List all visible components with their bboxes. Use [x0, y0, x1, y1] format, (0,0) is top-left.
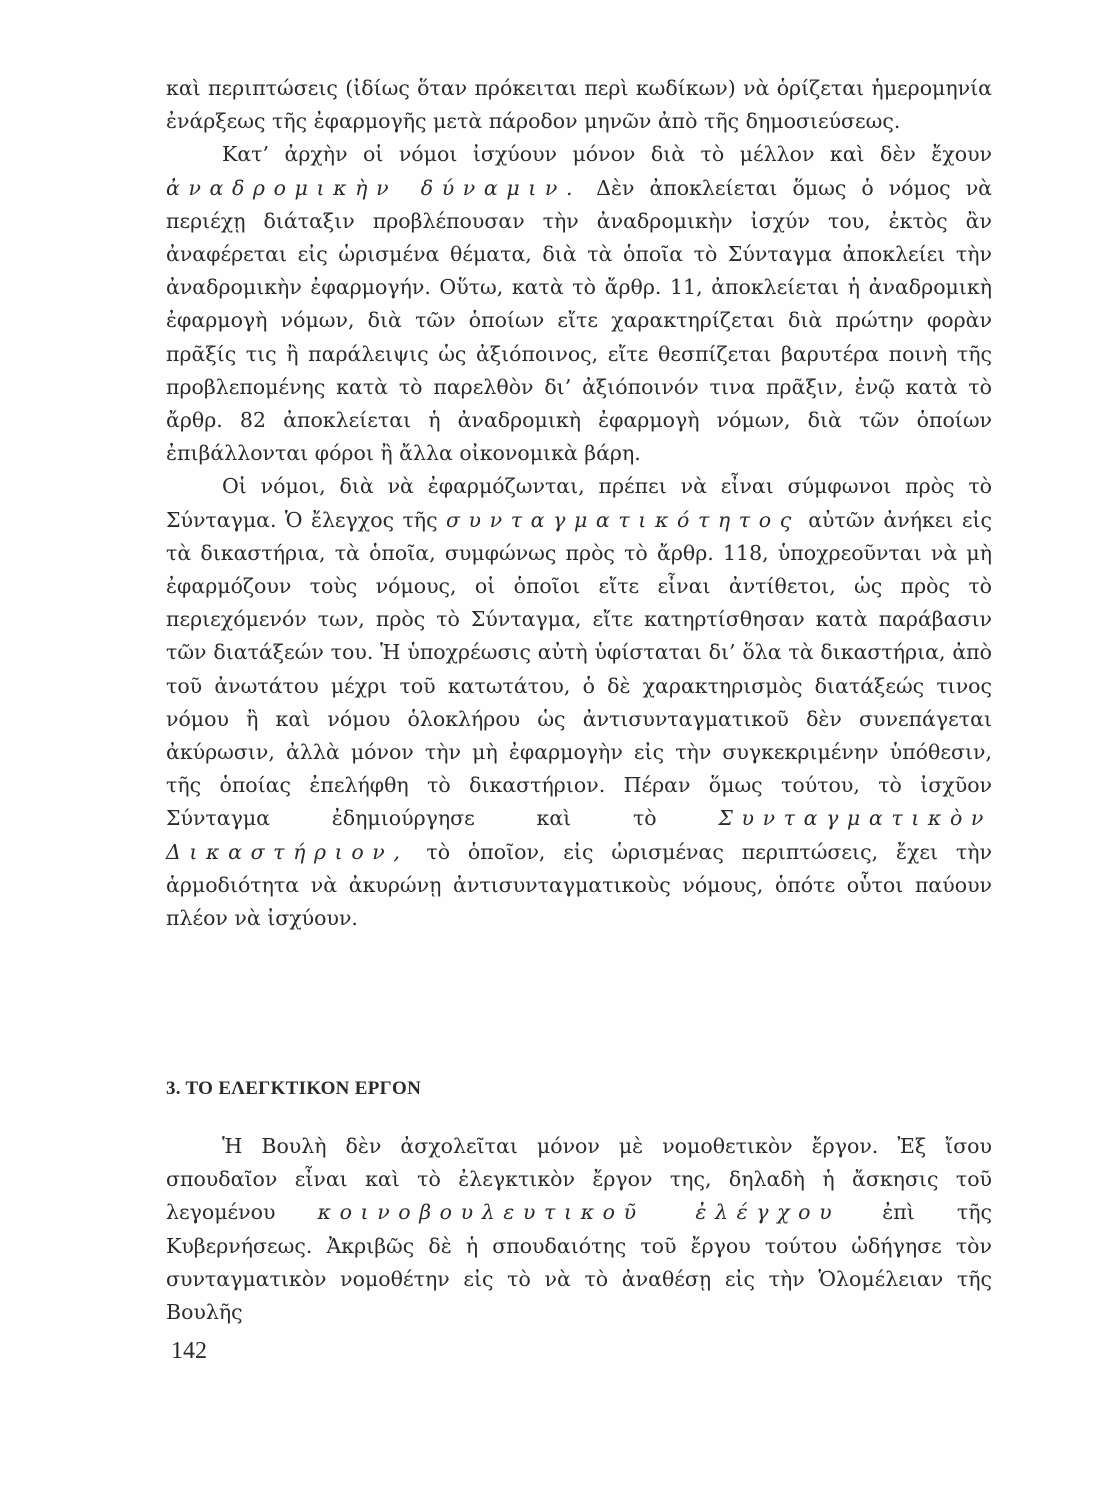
paragraph-oversight — [166, 1130, 992, 1329]
emphasized-term: ἀναδρομικὴν δύναμιν. — [166, 175, 582, 200]
paragraph-text: αὐτῶν ἀνήκει εἰς τὰ δικαστήρια, τὰ ὁποῖα, συμφώνως πρὸς τὸ ἄρθρ. 118, ὑποχρεοῦνται νὰ μὴ ἐφαρμόζουν τοὺς νόμους, οἱ ὁποῖοι εἴτε εἶναι ἀντίθετοι, ὡς πρὸς τὸ περιεχόμενόν των, πρὸς τὸ Σύνταγμα, εἴτε κατηρτίσθησαν κατὰ παράβασιν τῶν διατάξεών του. Ἡ ὑποχρέωσις αὐτὴ ὑφίσταται δι’ ὅλα τὰ δικαστήρια, ἀπὸ τοῦ ἀνωτάτου μέχρι τοῦ κατωτάτου, ὁ δὲ χαρακτηρισμὸς διατάξεώς τινος νόμου ἢ καὶ νόμου ὁλοκλήρου ὡς ἀντισυνταγματικοῦ δὲν συνεπάγεται ἀκύρωσιν, ἀλλὰ μόνον τὴν μὴ ἐφαρμογὴν εἰς τὴν συγκεκριμένην ὑπόθεσιν, τῆς ὁποίας ἐπελήφθη τὸ δικαστήριον. Πέραν ὅμως τούτου, τὸ ἰσχῦον Σύνταγμα ἐδημιούργησε καὶ τὸ — [166, 507, 993, 831]
paragraph-continuation: καὶ περιπτώσεις (ἰδίως ὅταν πρόκειται περὶ κωδίκων) νὰ ὁρίζεται ἡμερομηνία ἐνάρξεως τῆς ἐφαρμογῆς μετὰ πάροδον μηνῶν ἀπὸ τῆς δημοσιεύσεως. — [166, 76, 992, 134]
paragraph-text: Οἱ νόμοι, διὰ νὰ ἐφαρμόζωνται, πρέπει νὰ εἶναι σύμφωνοι πρὸς τὸ Σύνταγμα. Ὁ ἔλεγχος τῆς — [166, 474, 992, 532]
paragraph-text: τὸ ὁποῖον, εἰς ὡρισμένας περιπτώσεις, ἔχει τὴν ἁρμοδιότητα νὰ ἀκυρώνῃ ἀντισυνταγματικοὺς νόμους, ὁπότε οὗτοι παύουν πλέον νὰ ἰσχύουν. — [166, 839, 992, 931]
paragraph-text: Δὲν ἀποκλείεται ὅμως ὁ νόμος νὰ περιέχῃ διάταξιν προβλέπουσαν τὴν ἀναδρομικὴν ἰσχύν του, ἐκτὸς ἂν ἀναφέρεται εἰς ὡρισμένα θέματα, διὰ τὰ ὁποῖα τὸ Σύνταγμα ἀποκλείει τὴν ἀναδρομικὴν ἐφαρμογήν. Οὕτω, κατὰ τὸ ἄρθρ. 11, ἀποκλείεται ἡ ἀναδρομικὴ ἐφαρμογὴ νόμων, διὰ τῶν ὁποίων εἴτε χαρακτηρίζεται διὰ πρώτην φορὰν πρᾶξίς τις ἢ παράλειψις ὡς ἀξιόποινος, εἴτε θεσπίζεται βαρυτέρα ποινὴ τῆς προβλεπομένης κατὰ τὸ παρελθὸν δι’ ἀξιόποινόν τινα πρᾶξιν, ἐνῷ κατὰ τὸ ἄρθρ. 82 ἀποκλείεται ἡ ἀναδρομικὴ ἐφαρμογὴ νόμων, διὰ τῶν ὁποίων ἐπιβάλλονται φόροι ἢ ἄλλα οἰκονομικὰ βάρη. — [166, 175, 992, 466]
section-heading: 3. ΤΟ ΕΛΕΓΚΤΙΚΟΝ ΕΡΓΟΝ — [166, 1078, 422, 1099]
paragraph-retroactivity — [166, 138, 992, 470]
paragraph-constitutionality — [166, 470, 992, 935]
emphasized-term: κοινοβουλευτικοῦ ἐλέγχου — [317, 1200, 841, 1225]
page-number: 142 — [171, 1338, 207, 1364]
paragraph-text: Κατ’ ἀρχὴν οἱ νόμοι ἰσχύουν μόνον διὰ τὸ μέλλον καὶ δὲν ἔχουν — [222, 142, 992, 167]
emphasized-term: Συνταγματικὸν Δικαστήριον, — [166, 806, 992, 864]
text-block-upper — [166, 72, 992, 935]
paragraph-text: ἐπὶ τῆς Κυβερνήσεως. Ἀκριβῶς δὲ ἡ σπουδαιότης τοῦ ἔργου τούτου ὡδήγησε τὸν συνταγματικὸν νομοθέτην εἰς τὸ νὰ τὸ ἀναθέσῃ εἰς τὴν Ὁλομέλειαν τῆς Βουλῆς — [166, 1200, 993, 1325]
emphasized-term: συνταγματικότητος — [445, 507, 800, 532]
text-block-lower — [166, 1130, 992, 1329]
paragraph-text: Ἡ Βουλὴ δὲν ἀσχολεῖται μόνον μὲ νομοθετικὸν ἔργον. Ἐξ ἴσου σπουδαῖον εἶναι καὶ τὸ ἐλεγκτικὸν ἔργον της, δηλαδὴ ἡ ἄσκησις τοῦ λεγομένου — [166, 1134, 992, 1225]
